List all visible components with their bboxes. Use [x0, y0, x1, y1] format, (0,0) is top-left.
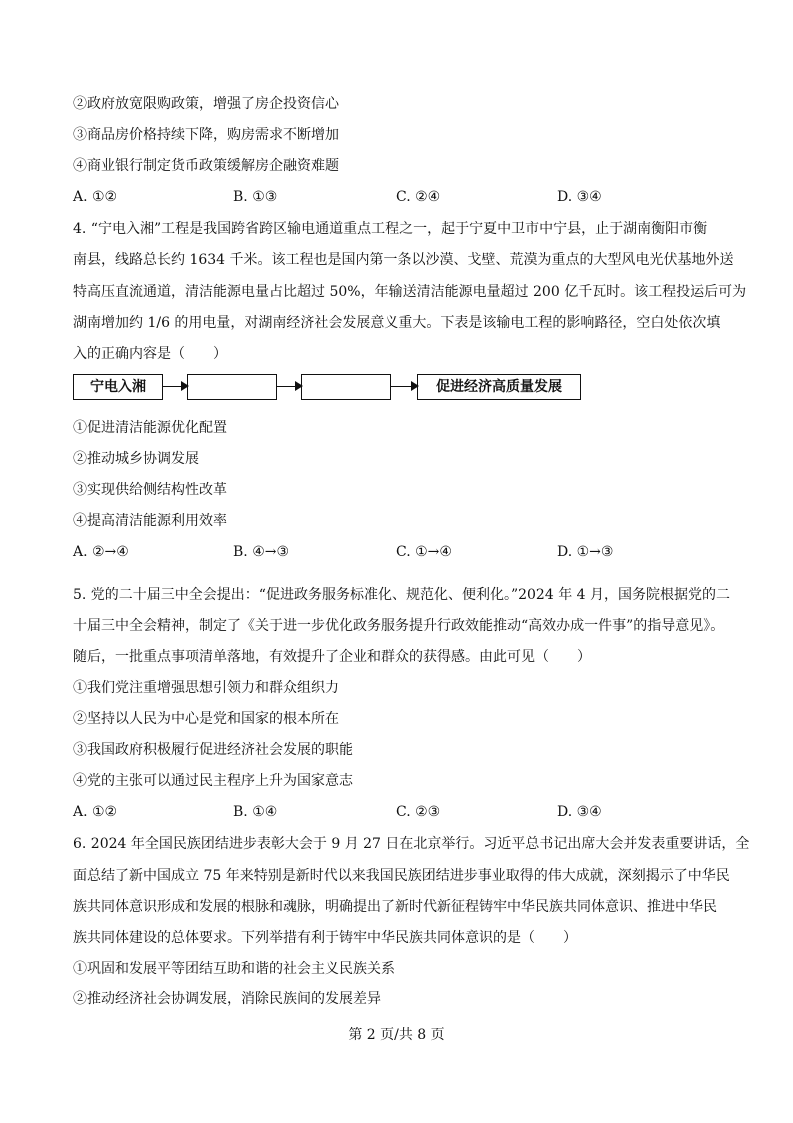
- q3-options: [73, 187, 713, 207]
- q5-statement-2: ②坚持以人民为中心是党和国家的根本所在: [73, 711, 339, 727]
- q5-option-b[interactable]: B. ①④: [233, 804, 278, 820]
- q4-stem-line-2: 南县，线路总长约 1634 千米。该工程也是国内第一条以沙漠、戈壁、荒漠为重点的大型风电光伏基地外送: [73, 252, 734, 268]
- flow-arrow-3: [391, 386, 417, 387]
- flow-blank-box-2[interactable]: [301, 374, 391, 400]
- q4-statement-4: ④提高清洁能源利用效率: [73, 513, 227, 529]
- q3-option-a[interactable]: A. ①②: [73, 189, 118, 205]
- q6-stem-line-2: 面总结了新中国成立 75 年来特别是新时代以来我国民族团结进步事业取得的伟大成就，深刻揭示了中华民: [73, 868, 730, 884]
- q4-stem-line-3: 特高压直流通道，清洁能源电量占比超过 50%，年输送清洁能源电量超过 200 亿千瓦时。该工程投运后可为: [73, 284, 747, 300]
- q4-option-d[interactable]: D. ①→③: [557, 544, 614, 560]
- q5-statement-4: ④党的主张可以通过民主程序上升为国家意志: [73, 773, 353, 789]
- q3-statement-4: ④商业银行制定货币政策缓解房企融资难题: [73, 158, 339, 174]
- q5-option-c[interactable]: C. ②③: [396, 804, 441, 820]
- q6-statement-2: ②推动经济社会协调发展，消除民族间的发展差异: [73, 991, 381, 1007]
- q5-stem-line-3: 随后，一批重点事项清单落地，有效提升了企业和群众的获得感。由此可见（ ）: [73, 649, 591, 665]
- q4-option-a[interactable]: A. ②→④: [73, 544, 129, 560]
- q3-option-d[interactable]: D. ③④: [557, 189, 602, 205]
- q5-option-a[interactable]: A. ①②: [73, 804, 118, 820]
- q6-stem-line-1: 6. 2024 年全国民族团结进步表彰大会于 9 月 27 日在北京举行。习近平总书记出席大会并发表重要讲话，全: [73, 836, 750, 852]
- q3-statement-2: ②政府放宽限购政策，增强了房企投资信心: [73, 96, 339, 112]
- flow-arrow-2: [277, 386, 301, 387]
- q4-option-c[interactable]: C. ①→④: [396, 544, 452, 560]
- q4-stem-line-1: 4. “宁电入湘”工程是我国跨省跨区输电通道重点工程之一，起于宁夏中卫市中宁县，止于湖南衡阳市衡: [73, 221, 708, 237]
- q4-option-b[interactable]: B. ④→③: [233, 544, 290, 560]
- q4-options: [73, 542, 713, 562]
- flow-blank-box-1[interactable]: [187, 374, 277, 400]
- q4-statement-3: ③实现供给侧结构性改革: [73, 482, 227, 498]
- q3-option-b[interactable]: B. ①③: [233, 189, 278, 205]
- q5-stem-line-1: 5. 党的二十届三中全会提出：“促进政务服务标准化、规范化、便利化。”2024 年 4 月，国务院根据党的二: [73, 587, 731, 603]
- q5-statement-3: ③我国政府积极履行促进经济社会发展的职能: [73, 742, 353, 758]
- flow-start-box: 宁电入湘: [73, 374, 163, 400]
- q5-statement-1: ①我们党注重增强思想引领力和群众组织力: [73, 680, 339, 696]
- q4-stem-line-5: 入的正确内容是（ ）: [73, 346, 227, 362]
- q4-stem-line-4: 湖南增加约 1/6 的用电量，对湖南经济社会发展意义重大。下表是该输电工程的影响路径，空白处依次填: [73, 315, 721, 331]
- q3-statement-3: ③商品房价格持续下降，购房需求不断增加: [73, 127, 339, 143]
- q4-statement-2: ②推动城乡协调发展: [73, 451, 199, 467]
- q6-stem-line-3: 族共同体意识形成和发展的根脉和魂脉，明确提出了新时代新征程铸牢中华民族共同体意识、推进中华民: [73, 899, 717, 915]
- q4-flow-diagram: [73, 374, 583, 404]
- q5-option-d[interactable]: D. ③④: [557, 804, 602, 820]
- q5-stem-line-2: 十届三中全会精神，制定了《关于进一步优化政务服务提升行政效能推动“高效办成一件事”的指导意见》。: [73, 618, 725, 634]
- q6-statement-1: ①巩固和发展平等团结互助和谐的社会主义民族关系: [73, 961, 395, 977]
- page-number-footer: 第 2 页/共 8 页: [348, 1027, 445, 1043]
- q3-option-c[interactable]: C. ②④: [396, 189, 441, 205]
- q6-stem-line-4: 族共同体建设的总体要求。下列举措有利于铸牢中华民族共同体意识的是（ ）: [73, 930, 577, 946]
- q4-statement-1: ①促进清洁能源优化配置: [73, 420, 227, 436]
- q5-options: [73, 802, 713, 822]
- flow-arrow-1: [163, 386, 187, 387]
- flow-end-box: 促进经济高质量发展: [417, 374, 581, 400]
